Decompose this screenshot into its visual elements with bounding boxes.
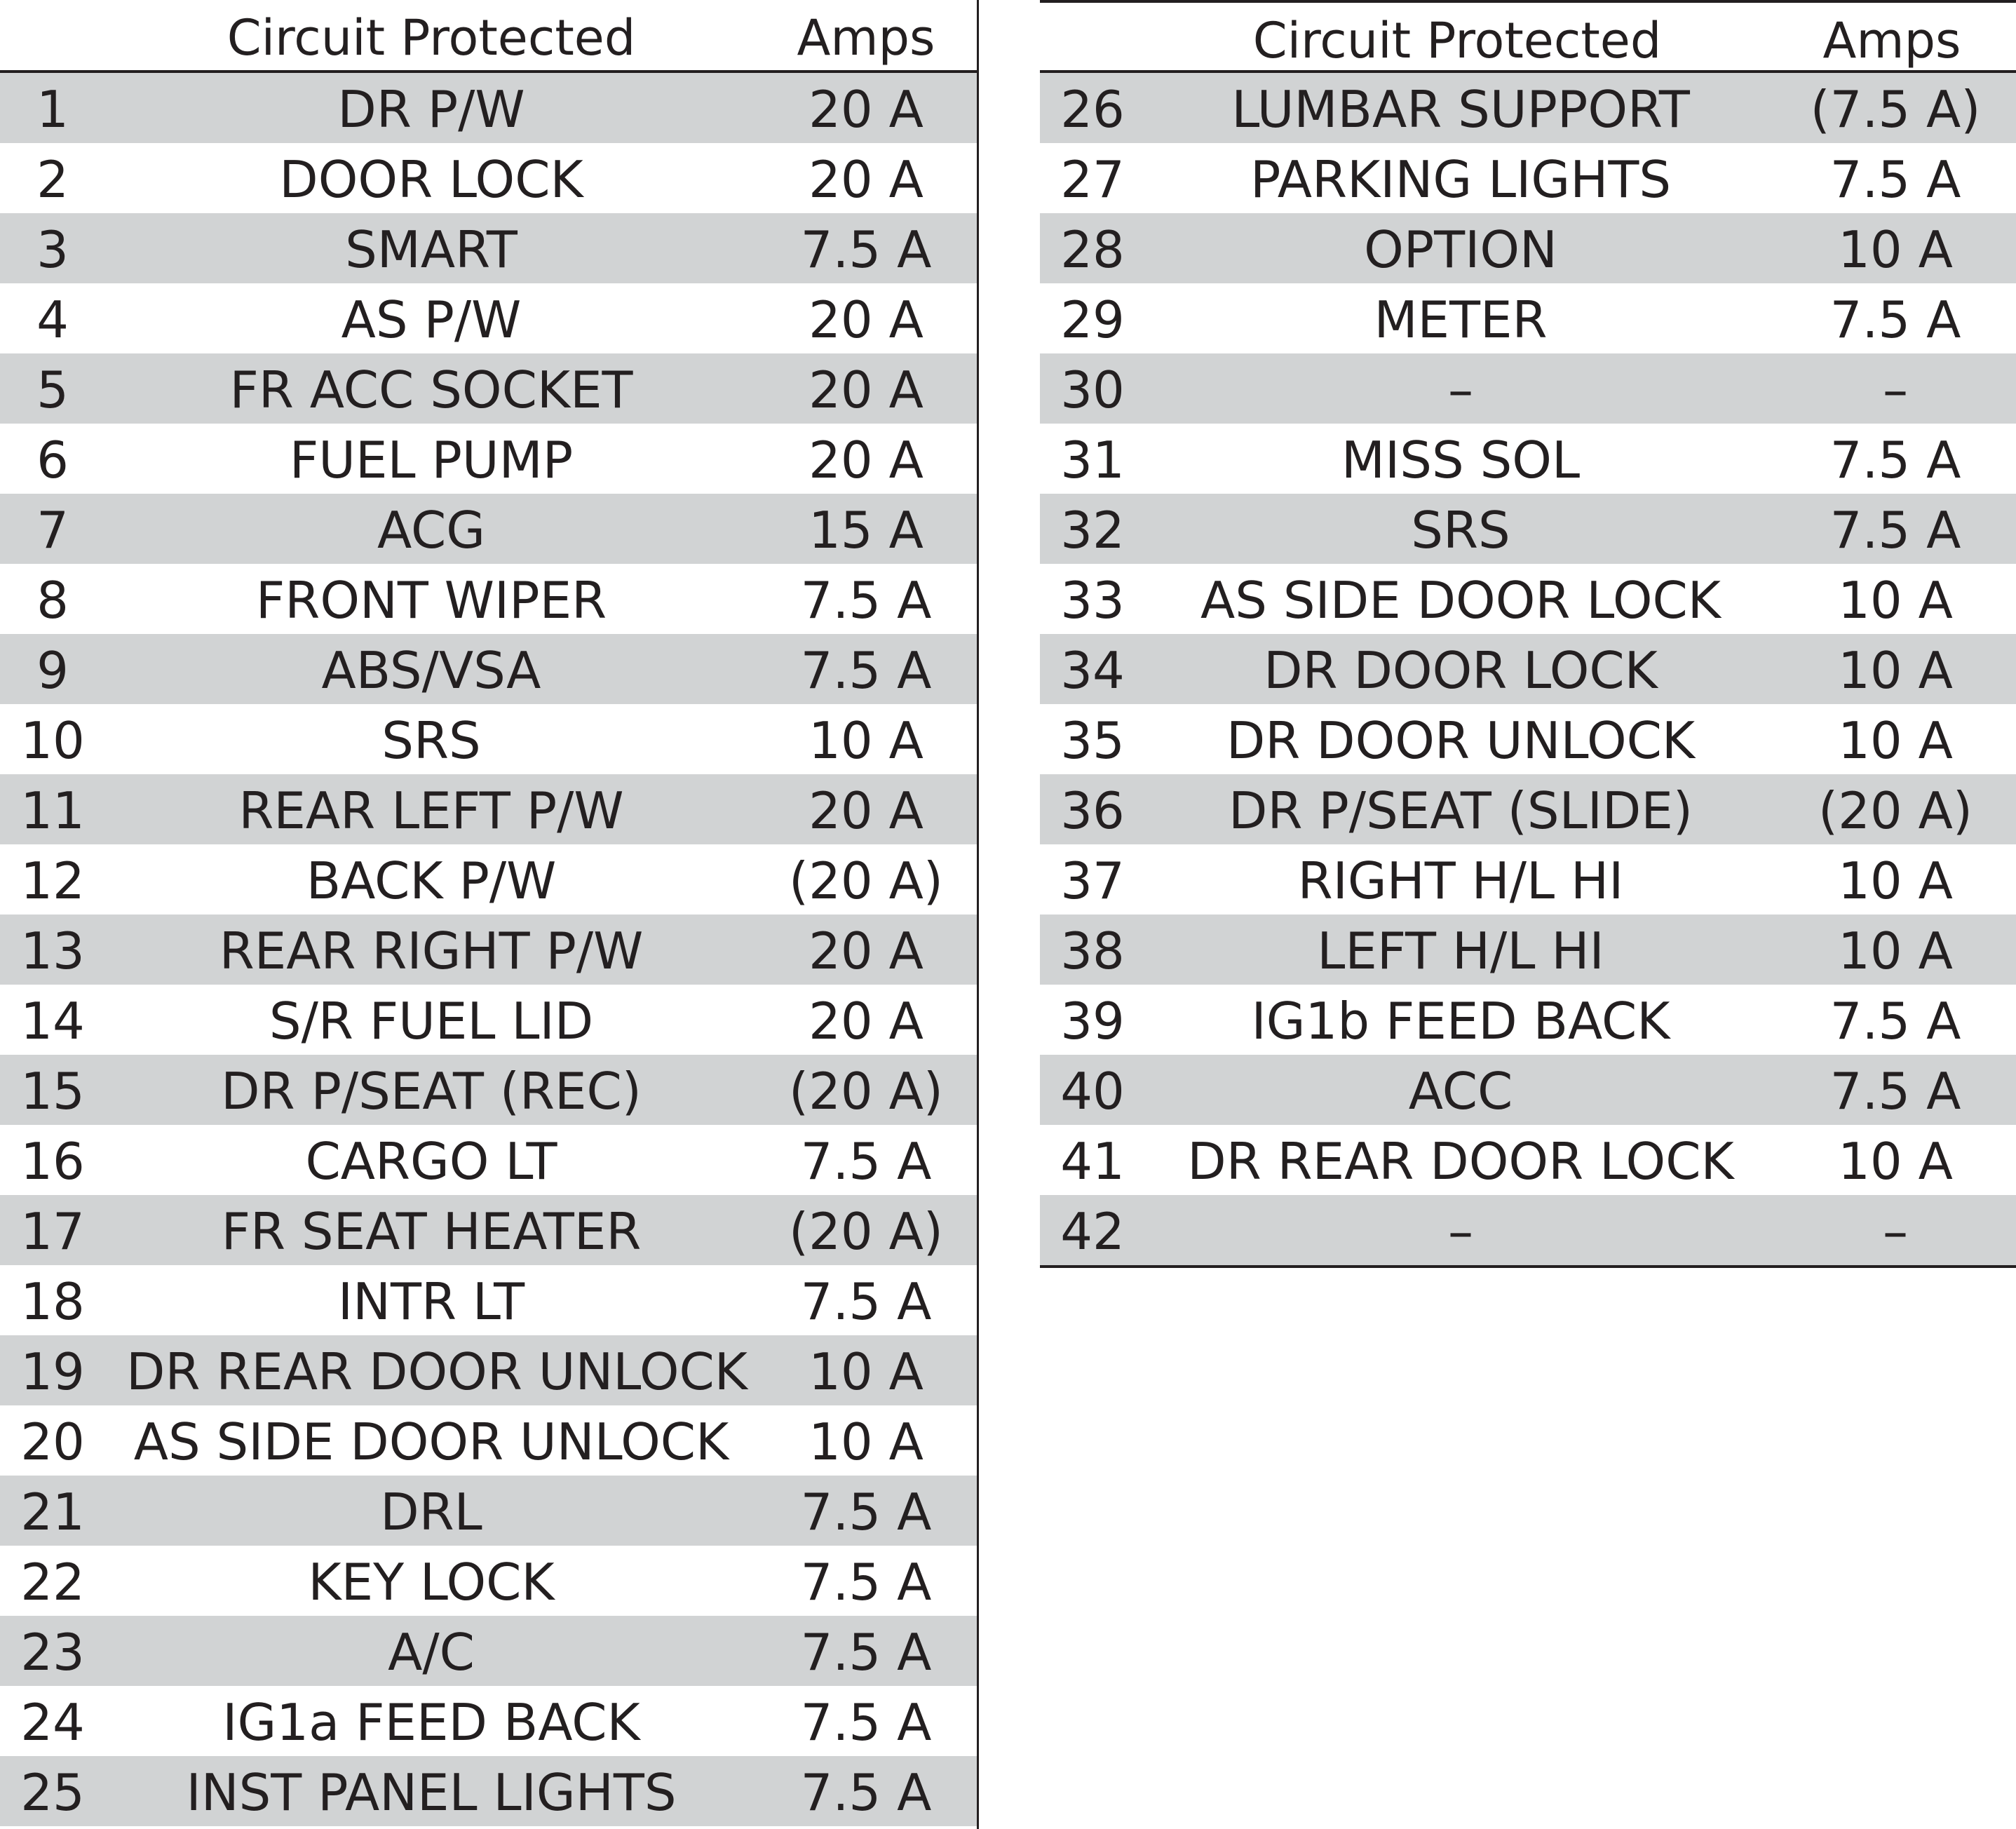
amp-rating: 7.5 A	[800, 1483, 932, 1541]
fuse-number: 17	[20, 1202, 85, 1261]
table-row	[0, 634, 977, 704]
fuse-number: 12	[20, 851, 85, 910]
circuit-name: AS SIDE DOOR UNLOCK	[133, 1412, 729, 1471]
amp-rating: 10 A	[809, 1342, 924, 1401]
amp-rating: 7.5 A	[800, 1763, 932, 1822]
fuse-number: 15	[20, 1062, 85, 1121]
amp-rating: (20 A)	[789, 1202, 943, 1261]
circuit-name: DR REAR DOOR LOCK	[1187, 1132, 1734, 1191]
table-row	[0, 1756, 977, 1826]
fuse-number: 23	[20, 1623, 85, 1682]
circuit-name: AS P/W	[341, 290, 522, 349]
fuse-number: 18	[20, 1272, 85, 1331]
table-body	[1040, 73, 2016, 1268]
table-row	[1040, 213, 2016, 283]
table-header	[0, 0, 977, 73]
circuit-protected-header: Circuit Protected	[226, 9, 636, 67]
circuit-name: INTR LT	[337, 1272, 525, 1331]
table-row	[1040, 73, 2016, 143]
table-row	[0, 1476, 977, 1546]
table-row	[1040, 914, 2016, 985]
fuse-number: 34	[1060, 641, 1125, 700]
table-row	[0, 564, 977, 634]
circuit-name: FUEL PUMP	[289, 431, 574, 490]
circuit-name: LEFT H/L HI	[1317, 922, 1604, 980]
amp-rating: 15 A	[809, 501, 924, 560]
table-row	[1040, 704, 2016, 774]
amp-rating: –	[1883, 360, 1908, 419]
circuit-name: FRONT WIPER	[255, 571, 607, 630]
fuse-number: 38	[1060, 922, 1125, 980]
circuit-name: DOOR LOCK	[279, 150, 583, 209]
amp-rating: –	[1883, 1202, 1908, 1261]
circuit-name: ACC	[1408, 1062, 1513, 1121]
fuse-number: 13	[20, 922, 85, 980]
fuse-table-left	[0, 0, 979, 1829]
circuit-name: LUMBAR SUPPORT	[1231, 80, 1690, 139]
circuit-name: SRS	[381, 711, 481, 770]
fuse-number: 6	[36, 431, 69, 490]
table-row	[0, 424, 977, 494]
table-row	[1040, 985, 2016, 1055]
amp-rating: 7.5 A	[800, 1623, 932, 1682]
circuit-name: REAR LEFT P/W	[238, 781, 624, 840]
circuit-name: DR P/SEAT (SLIDE)	[1229, 781, 1693, 840]
circuit-name: FR ACC SOCKET	[229, 360, 633, 419]
table-header	[1040, 0, 2016, 73]
table-row	[1040, 1055, 2016, 1125]
table-row	[1040, 1125, 2016, 1195]
amp-rating: 7.5 A	[1829, 150, 1961, 209]
fuse-number: 42	[1060, 1202, 1125, 1261]
fuse-number: 41	[1060, 1132, 1125, 1191]
table-row	[1040, 353, 2016, 424]
amp-rating: 7.5 A	[800, 1693, 932, 1752]
circuit-name: REAR RIGHT P/W	[219, 922, 644, 980]
table-row	[1040, 494, 2016, 564]
fuse-number: 19	[20, 1342, 85, 1401]
circuit-name: DRL	[380, 1483, 482, 1541]
amp-rating: 7.5 A	[1829, 431, 1961, 490]
table-row	[0, 1195, 977, 1265]
amp-rating: (20 A)	[1818, 781, 1973, 840]
amp-rating: 10 A	[1838, 922, 1953, 980]
amps-header: Amps	[1822, 12, 1961, 69]
amp-rating: 7.5 A	[800, 1132, 932, 1191]
table-row	[1040, 283, 2016, 353]
table-row	[0, 353, 977, 424]
fuse-number: 4	[36, 290, 69, 349]
circuit-name: ABS/VSA	[321, 641, 541, 700]
table-row	[0, 283, 977, 353]
circuit-name: INST PANEL LIGHTS	[186, 1763, 677, 1822]
amp-rating: (20 A)	[789, 1062, 943, 1121]
circuit-name: IG1a FEED BACK	[222, 1693, 640, 1752]
circuit-name: DR P/SEAT (REC)	[221, 1062, 642, 1121]
fuse-number: 8	[36, 571, 69, 630]
circuit-name: FR SEAT HEATER	[221, 1202, 642, 1261]
fuse-number: 16	[20, 1132, 85, 1191]
table-row	[0, 1546, 977, 1616]
fuse-number: 20	[20, 1412, 85, 1471]
fuse-number: 28	[1060, 220, 1125, 279]
circuit-name: METER	[1374, 290, 1548, 349]
circuit-name: SMART	[345, 220, 517, 279]
amp-rating: 7.5 A	[800, 1553, 932, 1612]
fuse-number: 31	[1060, 431, 1125, 490]
table-row	[1040, 143, 2016, 213]
amp-rating: (7.5 A)	[1810, 80, 1981, 139]
table-row	[0, 1125, 977, 1195]
table-row	[0, 73, 977, 143]
fuse-number: 14	[20, 992, 85, 1051]
circuit-name: DR REAR DOOR UNLOCK	[126, 1342, 748, 1401]
amp-rating: 20 A	[809, 290, 924, 349]
circuit-name: DR DOOR UNLOCK	[1226, 711, 1696, 770]
fuse-number: 10	[20, 711, 85, 770]
fuse-number: 35	[1060, 711, 1125, 770]
amp-rating: 20 A	[809, 781, 924, 840]
fuse-number: 9	[36, 641, 69, 700]
table-row	[0, 914, 977, 985]
fuse-number: 29	[1060, 290, 1125, 349]
amp-rating: 10 A	[1838, 711, 1953, 770]
fuse-number: 5	[36, 360, 69, 419]
amp-rating: 20 A	[809, 922, 924, 980]
fuse-number: 25	[20, 1763, 85, 1822]
fuse-number: 37	[1060, 851, 1125, 910]
fuse-number: 30	[1060, 360, 1125, 419]
fuse-number: 7	[36, 501, 69, 560]
circuit-name: BACK P/W	[306, 851, 557, 910]
table-row	[0, 213, 977, 283]
table-row	[0, 1055, 977, 1125]
amp-rating: 10 A	[1838, 220, 1953, 279]
amp-rating: 20 A	[809, 431, 924, 490]
amp-rating: 10 A	[1838, 851, 1953, 910]
circuit-name: RIGHT H/L HI	[1297, 851, 1624, 910]
amp-rating: 10 A	[809, 711, 924, 770]
amp-rating: 20 A	[809, 992, 924, 1051]
circuit-name: CARGO LT	[305, 1132, 557, 1191]
fuse-number: 32	[1060, 501, 1125, 560]
circuit-name: KEY LOCK	[308, 1553, 555, 1612]
amp-rating: 7.5 A	[800, 1272, 932, 1331]
table-row	[0, 143, 977, 213]
table-row	[0, 985, 977, 1055]
fuse-number: 21	[20, 1483, 85, 1541]
fuse-number: 11	[20, 781, 85, 840]
circuit-name: ACG	[377, 501, 486, 560]
amp-rating: 7.5 A	[800, 220, 932, 279]
circuit-name: DR DOOR LOCK	[1264, 641, 1658, 700]
amp-rating: 7.5 A	[1829, 992, 1961, 1051]
table-row	[0, 704, 977, 774]
fuse-number: 24	[20, 1693, 85, 1752]
circuit-name: IG1b FEED BACK	[1251, 992, 1670, 1051]
table-row	[0, 1335, 977, 1405]
fuse-number: 33	[1060, 571, 1125, 630]
amp-rating: 7.5 A	[1829, 1062, 1961, 1121]
amp-rating: 7.5 A	[1829, 290, 1961, 349]
circuit-name: AS SIDE DOOR LOCK	[1200, 571, 1721, 630]
fuse-number: 2	[36, 150, 69, 209]
circuit-name: DR P/W	[337, 80, 525, 139]
table-row	[0, 494, 977, 564]
circuit-name: MISS SOL	[1341, 431, 1581, 490]
amp-rating: (20 A)	[789, 851, 943, 910]
fuse-number: 26	[1060, 80, 1125, 139]
table-row	[1040, 424, 2016, 494]
circuit-name: OPTION	[1364, 220, 1557, 279]
amp-rating: 20 A	[809, 150, 924, 209]
circuit-name: A/C	[388, 1623, 475, 1682]
fuse-number: 39	[1060, 992, 1125, 1051]
table-row	[0, 1265, 977, 1335]
fuse-number: 1	[36, 80, 69, 139]
amp-rating: 7.5 A	[1829, 501, 1961, 560]
table-row	[0, 1686, 977, 1756]
fuse-number: 22	[20, 1553, 85, 1612]
circuit-name: –	[1448, 360, 1473, 419]
table-body	[0, 73, 977, 1826]
amp-rating: 10 A	[809, 1412, 924, 1471]
amp-rating: 7.5 A	[800, 641, 932, 700]
circuit-name: –	[1448, 1202, 1473, 1261]
circuit-name: PARKING LIGHTS	[1250, 150, 1672, 209]
fuse-table-right	[1040, 0, 2016, 1268]
circuit-name: SRS	[1411, 501, 1510, 560]
fuse-number: 40	[1060, 1062, 1125, 1121]
amps-header: Amps	[797, 9, 935, 67]
table-row	[0, 1405, 977, 1476]
amp-rating: 10 A	[1838, 1132, 1953, 1191]
fuse-number: 3	[36, 220, 69, 279]
table-row	[1040, 634, 2016, 704]
table-row	[0, 1616, 977, 1686]
table-row	[0, 774, 977, 844]
amp-rating: 20 A	[809, 80, 924, 139]
amp-rating: 7.5 A	[800, 571, 932, 630]
table-row	[1040, 774, 2016, 844]
amp-rating: 10 A	[1838, 641, 1953, 700]
amp-rating: 20 A	[809, 360, 924, 419]
table-row	[1040, 564, 2016, 634]
table-row	[0, 844, 977, 914]
circuit-name: S/R FUEL LID	[269, 992, 594, 1051]
fuse-number: 36	[1060, 781, 1125, 840]
amp-rating: 10 A	[1838, 571, 1953, 630]
table-row	[1040, 844, 2016, 914]
table-row	[1040, 1195, 2016, 1265]
fuse-number: 27	[1060, 150, 1125, 209]
circuit-protected-header: Circuit Protected	[1252, 12, 1662, 69]
